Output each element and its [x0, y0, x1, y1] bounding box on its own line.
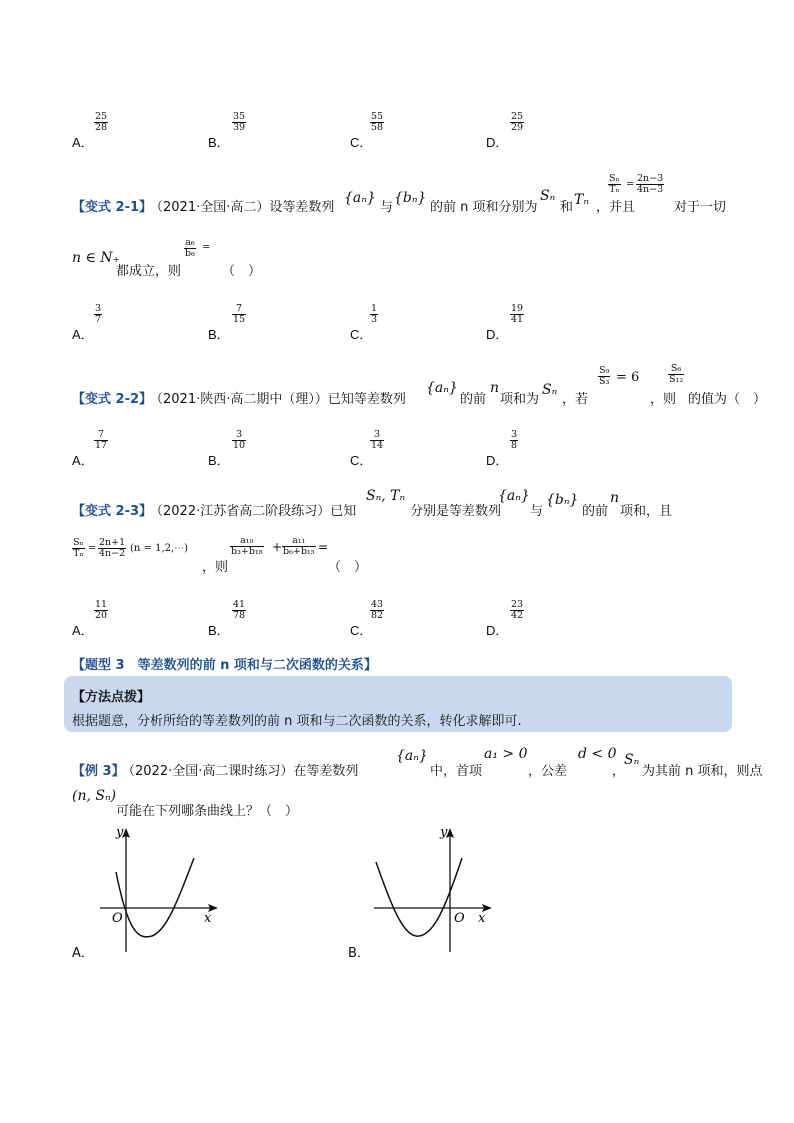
- graph-a: [94, 822, 224, 958]
- variant-2-2-cond: $\frac{\text{S₉}}{\text{S₃}}$: [599, 365, 610, 387]
- q2-option-a-letter: A．: [72, 327, 94, 342]
- q1-option-b-letter: B．: [208, 135, 230, 150]
- q3-option-d-value: $\frac{3}{8}$: [511, 429, 518, 451]
- q4-option-b-letter: B．: [208, 623, 230, 638]
- q3-option-b-letter: B．: [208, 453, 230, 468]
- q1-option-d-value: $\frac{25}{29}$: [511, 111, 524, 133]
- graph-a-letter: A．: [72, 946, 94, 961]
- variant-2-1-cond-rhs: $\frac{2n-3}{4n-3}$: [637, 173, 664, 195]
- variant-2-3-cond-lhs: $\frac{\text{Sₙ}}{\text{Tₙ}}$: [73, 537, 84, 559]
- example-3-source: （2022·全国·高二课时练习）在等差数列: [122, 764, 359, 779]
- variant-2-1-line1: [72, 172, 732, 215]
- variant-2-1-mid: 的前 n 项和分别为: [430, 200, 538, 215]
- q2-option-c-letter: C．: [350, 327, 373, 342]
- variant-2-1-seq-a: {aₙ}: [344, 190, 376, 206]
- example-3-a1: a₁ > 0: [484, 746, 528, 762]
- q2-options: [72, 302, 672, 342]
- example-3-zhong: 中，首项: [430, 764, 483, 779]
- variant-2-1-cond-lhs: $\frac{\text{Sₙ}}{\text{Tₙ}}$: [609, 173, 620, 195]
- variant-2-1-T: Tₙ: [574, 192, 590, 208]
- variant-2-2-source: （2021·陕西·高二期中（理））已知等差数列: [150, 392, 406, 407]
- graph-a-x-label: x: [204, 911, 212, 926]
- q3-option-a-value: $\frac{7}{17}$: [95, 429, 108, 451]
- example-3-S: Sₙ: [624, 752, 640, 768]
- variant-2-3-paren: （ ）: [328, 560, 368, 575]
- q4-option-b-value: $\frac{41}{78}$: [233, 599, 246, 621]
- graph-a-parabola: [116, 858, 194, 937]
- q2-option-c-value: $\frac{1}{3}$: [371, 303, 378, 325]
- variant-2-3-source: （2022·江苏省高二阶段练习）已知: [150, 504, 357, 519]
- variant-2-3-eq: =: [318, 540, 329, 554]
- graph-b-letter: B．: [348, 946, 370, 961]
- variant-2-1-source: （2021·全国·高二）设等差数列: [150, 200, 335, 215]
- variant-2-1-line2-text: 都成立，则: [116, 264, 182, 279]
- graph-a-origin-label: O: [112, 911, 123, 926]
- graph-b-origin-label: O: [454, 911, 465, 926]
- example-3-tail: 为其前 n 项和，则点: [642, 764, 763, 779]
- variant-2-3-line1: [72, 484, 732, 520]
- q1-option-b-value: $\frac{35}{39}$: [233, 111, 246, 133]
- variant-2-2-mid1: 的前: [460, 392, 487, 407]
- example-3-d: d < 0: [578, 746, 617, 762]
- q4-option-a-letter: A．: [72, 623, 94, 638]
- variant-2-3-mid2: 的前: [582, 504, 609, 519]
- variant-2-3-line2: [72, 534, 472, 574]
- variant-2-2-cond-rhs: = 6: [616, 370, 640, 385]
- variant-2-3-term2: $\frac{\text{a₁₁}}{\text{b₆+b₁₅}}$: [283, 535, 315, 557]
- q1-option-d-letter: D．: [486, 135, 509, 150]
- variant-2-3-cond-eq: =: [88, 543, 97, 554]
- q2-option-b-letter: B．: [208, 327, 230, 342]
- q2-option-d-letter: D．: [486, 327, 509, 342]
- q1-option-a-letter: A．: [72, 135, 94, 150]
- variant-2-2-tag: 【变式 2-2】: [72, 392, 153, 407]
- variant-2-2-tail: 的值为（ ）: [688, 392, 767, 407]
- example-3-line2: [72, 786, 372, 822]
- q3-option-a-letter: A．: [72, 453, 94, 468]
- variant-2-3-plus: +: [272, 540, 283, 554]
- q3-option-c-value: $\frac{3}{14}$: [371, 429, 384, 451]
- variant-2-3-cond-range: (n = 1,2,⋯): [130, 543, 189, 554]
- q1-option-a-value: $\frac{25}{28}$: [95, 111, 108, 133]
- variant-2-1-bingqie: ，并且: [596, 200, 636, 215]
- variant-2-1-question: $\frac{\text{a₆}}{\text{b₆}}$: [185, 237, 195, 259]
- q4-options: [72, 598, 672, 638]
- example-3-line1: [72, 744, 763, 780]
- variant-2-1-S: Sₙ: [540, 188, 556, 204]
- q4-option-c-value: $\frac{43}{82}$: [371, 599, 384, 621]
- q1-options: [72, 110, 672, 150]
- variant-2-1-tail: 对于一切: [674, 200, 727, 215]
- example-3-gongcha: ，公差: [528, 764, 568, 779]
- variant-2-3-mid1: 分别是等差数列: [410, 504, 502, 519]
- method-tip-body: 根据题意，分析所给的等差数列的前 n 项和与二次函数的关系，转化求解即可.: [72, 714, 522, 729]
- variant-2-2-ze: ，则: [650, 392, 677, 407]
- variant-2-1-he: 和: [560, 200, 574, 215]
- variant-2-3-yu: 与: [530, 504, 544, 519]
- graph-b-y-label: y: [440, 825, 448, 840]
- graph-a-y-label: y: [116, 825, 124, 840]
- variant-2-3-ze: ，则: [202, 560, 229, 575]
- q3-option-b-value: $\frac{3}{10}$: [233, 429, 246, 451]
- q3-option-d-letter: D．: [486, 453, 509, 468]
- variant-2-3-seq-b: {bₙ}: [546, 492, 579, 508]
- variant-2-1-eq: =: [202, 242, 211, 253]
- example-3-line2-text: 可能在下列哪条曲线上？（ ）: [116, 804, 299, 819]
- q4-option-d-letter: D．: [486, 623, 509, 638]
- q2-option-a-value: $\frac{3}{7}$: [95, 303, 102, 325]
- q3-option-c-letter: C．: [350, 453, 373, 468]
- q1-option-c-letter: C．: [350, 135, 373, 150]
- example-3-tag: 【例 3】: [72, 764, 125, 779]
- q2-option-b-value: $\frac{7}{15}$: [233, 303, 246, 325]
- variant-2-3-ST: Sₙ, Tₙ: [366, 488, 406, 504]
- variant-2-3-term1: $\frac{\text{a₁₀}}{\text{b₃+b₁₈}}$: [231, 535, 263, 557]
- variant-2-3-tail: 项和，且: [620, 504, 673, 519]
- graph-b: [370, 822, 500, 958]
- q2-option-d-value: $\frac{19}{41}$: [511, 303, 524, 325]
- variant-2-3-tag: 【变式 2-3】: [72, 504, 153, 519]
- example-3-comma: ，: [612, 764, 626, 779]
- example-3-seq: {aₙ}: [396, 748, 428, 764]
- variant-2-2-question: $\frac{\text{S₆}}{\text{S₁₂}}$: [669, 363, 684, 385]
- variant-2-2-n: n: [490, 380, 500, 396]
- variant-2-1-seq-b: {bₙ}: [394, 190, 427, 206]
- q4-option-c-letter: C．: [350, 623, 373, 638]
- variant-2-3-cond-rhs: $\frac{2n+1}{4n-2}$: [99, 537, 126, 559]
- example-3-point: (n, Sₙ): [72, 788, 117, 804]
- variant-2-2-seq: {aₙ}: [426, 380, 458, 396]
- variant-2-2-mid2: 项和为: [500, 392, 540, 407]
- graph-b-x-label: x: [478, 911, 486, 926]
- variant-2-2-ruo: ，若: [562, 392, 589, 407]
- variant-2-1-cond-eq: =: [626, 179, 635, 190]
- graph-b-parabola: [376, 858, 462, 936]
- q3-options: [72, 428, 672, 468]
- variant-2-3-seq-a: {aₙ}: [498, 488, 530, 504]
- variant-2-1-line2: [72, 236, 372, 279]
- q4-option-a-value: $\frac{11}{20}$: [95, 599, 108, 621]
- q4-option-d-value: $\frac{23}{42}$: [511, 599, 524, 621]
- variant-2-1-yu: 与: [380, 200, 394, 215]
- q1-option-c-value: $\frac{55}{58}$: [371, 111, 384, 133]
- variant-2-2-S: Sₙ: [542, 382, 558, 398]
- method-tip-box: [64, 676, 732, 732]
- variant-2-3-n: n: [610, 490, 620, 506]
- variant-2-1-paren: （ ）: [222, 264, 262, 279]
- variant-2-1-tag: 【变式 2-1】: [72, 200, 153, 215]
- method-tip-title: 【方法点拨】: [72, 690, 151, 705]
- variant-2-1-domain: n ∈ N₊: [72, 250, 120, 266]
- section-3-title: 【题型 3 等差数列的前 n 项和与二次函数的关系】: [72, 658, 377, 673]
- variant-2-2: [72, 363, 767, 407]
